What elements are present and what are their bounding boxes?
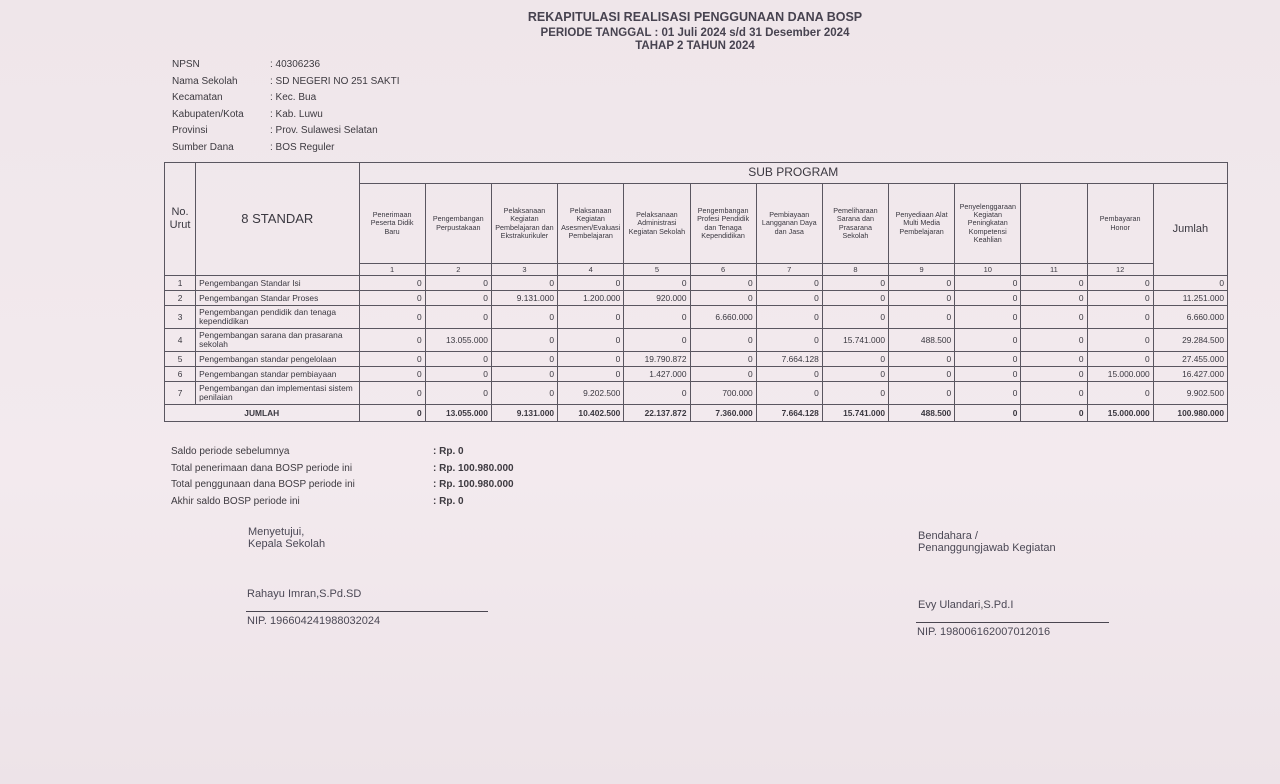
header-sub-program: SUB PROGRAM bbox=[359, 163, 1227, 184]
value-cell: 920.000 bbox=[624, 291, 690, 306]
value-cell: 0 bbox=[425, 306, 491, 329]
value-cell: 0 bbox=[491, 329, 557, 352]
total-cell: 0 bbox=[1021, 405, 1087, 422]
value-cell: 0 bbox=[955, 367, 1021, 382]
value-cell: 0 bbox=[359, 306, 425, 329]
standard-name: Pengembangan Standar Proses bbox=[196, 291, 359, 306]
principal-nip: NIP. 196604241988032024 bbox=[247, 615, 381, 627]
value-cell: 0 bbox=[558, 367, 624, 382]
total-cell: 15.741.000 bbox=[822, 405, 888, 422]
column-number: 2 bbox=[425, 264, 491, 276]
value-cell: 0 bbox=[359, 367, 425, 382]
info-row bbox=[172, 92, 570, 109]
info-value: : BOS Reguler bbox=[270, 141, 335, 153]
value-cell: 0 bbox=[889, 382, 955, 405]
value-cell: 488.500 bbox=[889, 329, 955, 352]
value-cell: 0 bbox=[359, 329, 425, 352]
school-info bbox=[172, 59, 570, 158]
value-cell: 0 bbox=[1021, 276, 1087, 291]
info-label: Sumber Dana bbox=[172, 141, 234, 153]
row-total: 16.427.000 bbox=[1153, 367, 1227, 382]
value-cell: 0 bbox=[359, 291, 425, 306]
balance-row bbox=[171, 446, 514, 463]
total-cell: 15.000.000 bbox=[1087, 405, 1153, 422]
value-cell: 0 bbox=[491, 306, 557, 329]
value-cell: 0 bbox=[822, 291, 888, 306]
value-cell: 0 bbox=[889, 276, 955, 291]
total-cell: 9.131.000 bbox=[491, 405, 557, 422]
value-cell: 15.741.000 bbox=[822, 329, 888, 352]
total-cell: 7.664.128 bbox=[756, 405, 822, 422]
value-cell: 0 bbox=[955, 276, 1021, 291]
column-number: 3 bbox=[491, 264, 557, 276]
value-cell: 1.200.000 bbox=[558, 291, 624, 306]
table-row bbox=[165, 382, 1228, 405]
row-total: 6.660.000 bbox=[1153, 306, 1227, 329]
grand-total: 100.980.000 bbox=[1153, 405, 1227, 422]
row-number: 3 bbox=[165, 306, 196, 329]
balance-label: Saldo periode sebelumnya bbox=[171, 446, 290, 457]
info-row bbox=[172, 76, 570, 93]
report-stage: TAHAP 2 TAHUN 2024 bbox=[635, 40, 755, 52]
balance-row bbox=[171, 463, 514, 480]
column-number: 7 bbox=[756, 264, 822, 276]
header-sub-program-col: Pelaksanaan Kegiatan Asesmen/Evaluasi Pembelajaran bbox=[558, 184, 624, 264]
header-sub-program-col: Pembiayaan Langganan Daya dan Jasa bbox=[756, 184, 822, 264]
balance-label: Total penerimaan dana BOSP periode ini bbox=[171, 462, 353, 474]
value-cell: 0 bbox=[425, 291, 491, 306]
table-row bbox=[165, 291, 1228, 306]
row-total: 27.455.000 bbox=[1153, 352, 1227, 367]
column-number: 5 bbox=[624, 264, 690, 276]
standard-name: Pengembangan pendidik dan tenaga kependidikan bbox=[196, 306, 359, 329]
value-cell: 0 bbox=[425, 382, 491, 405]
signature-left bbox=[248, 526, 325, 550]
info-value: : 40306236 bbox=[270, 59, 321, 70]
table-row bbox=[165, 367, 1228, 382]
signature-line bbox=[916, 622, 1109, 623]
header-standar: 8 STANDAR bbox=[196, 163, 359, 276]
total-cell: 0 bbox=[955, 405, 1021, 422]
balance-value: : Rp. 0 bbox=[433, 495, 464, 507]
header-sub-program-col bbox=[1021, 184, 1087, 264]
value-cell: 0 bbox=[624, 276, 690, 291]
balance-row bbox=[171, 496, 514, 513]
value-cell: 7.664.128 bbox=[756, 352, 822, 367]
value-cell: 0 bbox=[359, 276, 425, 291]
header-sub-program-col: Pelaksanaan Kegiatan Pembelajaran dan Ekstrakurikuler bbox=[491, 184, 557, 264]
info-value: : Prov. Sulawesi Selatan bbox=[270, 125, 378, 136]
value-cell: 0 bbox=[690, 276, 756, 291]
value-cell: 0 bbox=[558, 276, 624, 291]
signature-line bbox=[246, 611, 488, 612]
column-number: 12 bbox=[1087, 264, 1153, 276]
header-sub-program-col: Pembayaran Honor bbox=[1087, 184, 1153, 264]
column-number: 9 bbox=[889, 264, 955, 276]
value-cell: 0 bbox=[690, 352, 756, 367]
standard-name: Pengembangan sarana dan prasarana sekolah bbox=[196, 329, 359, 352]
row-number: 7 bbox=[165, 382, 196, 405]
header-sub-program-col: Pengembangan Profesi Pendidik dan Tenaga Kependidikan bbox=[690, 184, 756, 264]
info-row bbox=[172, 109, 570, 126]
header-no-urut: No. Urut bbox=[165, 163, 196, 276]
table-row bbox=[165, 306, 1228, 329]
standard-name: Pengembangan standar pembiayaan bbox=[196, 367, 359, 382]
principal-role: Kepala Sekolah bbox=[248, 538, 326, 550]
table-row bbox=[165, 352, 1228, 367]
info-row bbox=[172, 59, 570, 76]
row-number: 6 bbox=[165, 367, 196, 382]
value-cell: 0 bbox=[491, 382, 557, 405]
info-label: Nama Sekolah bbox=[172, 75, 238, 87]
value-cell: 9.131.000 bbox=[491, 291, 557, 306]
column-number: 1 bbox=[359, 264, 425, 276]
treasurer-label: Bendahara / bbox=[918, 530, 978, 542]
header-sub-program-col: Penyelenggaraan Kegiatan Peningkatan Kompetensi Keahlian bbox=[955, 184, 1021, 264]
value-cell: 0 bbox=[756, 276, 822, 291]
value-cell: 0 bbox=[1021, 291, 1087, 306]
column-number: 11 bbox=[1021, 264, 1087, 276]
value-cell: 0 bbox=[1087, 352, 1153, 367]
value-cell: 9.202.500 bbox=[558, 382, 624, 405]
value-cell: 0 bbox=[756, 306, 822, 329]
total-cell: 22.137.872 bbox=[624, 405, 690, 422]
row-number: 4 bbox=[165, 329, 196, 352]
info-label: Provinsi bbox=[172, 125, 208, 136]
value-cell: 0 bbox=[955, 382, 1021, 405]
signature-right bbox=[918, 530, 1056, 554]
value-cell: 0 bbox=[889, 306, 955, 329]
header-jumlah: Jumlah bbox=[1153, 184, 1227, 276]
balance-summary bbox=[171, 446, 514, 512]
standard-name: Pengembangan standar pengelolaan bbox=[196, 352, 359, 367]
value-cell: 0 bbox=[955, 329, 1021, 352]
info-label: Kabupaten/Kota bbox=[172, 108, 244, 120]
column-number: 8 bbox=[822, 264, 888, 276]
value-cell: 0 bbox=[624, 382, 690, 405]
table-row bbox=[165, 329, 1228, 352]
value-cell: 0 bbox=[1021, 329, 1087, 352]
value-cell: 0 bbox=[1087, 291, 1153, 306]
row-number: 1 bbox=[165, 276, 196, 291]
header-sub-program-col: Pelaksanaan Administrasi Kegiatan Sekolah bbox=[624, 184, 690, 264]
value-cell: 0 bbox=[1021, 382, 1087, 405]
value-cell: 0 bbox=[822, 306, 888, 329]
value-cell: 0 bbox=[756, 367, 822, 382]
table-body bbox=[165, 276, 1228, 422]
value-cell: 1.427.000 bbox=[624, 367, 690, 382]
row-total: 29.284.500 bbox=[1153, 329, 1227, 352]
value-cell: 0 bbox=[822, 352, 888, 367]
standard-name: Pengembangan dan implementasi sistem penilaian bbox=[196, 382, 359, 405]
value-cell: 0 bbox=[359, 382, 425, 405]
value-cell: 0 bbox=[822, 367, 888, 382]
column-number: 4 bbox=[558, 264, 624, 276]
value-cell: 0 bbox=[1087, 329, 1153, 352]
treasurer-role: Penanggungjawab Kegiatan bbox=[918, 542, 1056, 554]
total-row bbox=[165, 405, 1228, 422]
row-number: 2 bbox=[165, 291, 196, 306]
row-total: 9.902.500 bbox=[1153, 382, 1227, 405]
total-cell: 10.402.500 bbox=[558, 405, 624, 422]
balance-label: Total penggunaan dana BOSP periode ini bbox=[171, 479, 355, 490]
value-cell: 0 bbox=[1021, 306, 1087, 329]
value-cell: 0 bbox=[425, 276, 491, 291]
row-number: 5 bbox=[165, 352, 196, 367]
balance-row bbox=[171, 479, 514, 496]
value-cell: 0 bbox=[425, 367, 491, 382]
report-title: REKAPITULASI REALISASI PENGGUNAAN DANA BOSP bbox=[527, 10, 863, 24]
table-head bbox=[165, 163, 1228, 276]
table-row bbox=[165, 276, 1228, 291]
value-cell: 0 bbox=[624, 329, 690, 352]
total-cell: 488.500 bbox=[889, 405, 955, 422]
value-cell: 0 bbox=[822, 382, 888, 405]
value-cell: 0 bbox=[690, 291, 756, 306]
value-cell: 0 bbox=[889, 352, 955, 367]
column-number: 6 bbox=[690, 264, 756, 276]
value-cell: 0 bbox=[491, 367, 557, 382]
value-cell: 700.000 bbox=[690, 382, 756, 405]
row-total: 11.251.000 bbox=[1153, 291, 1227, 306]
info-label: Kecamatan bbox=[172, 92, 223, 103]
value-cell: 0 bbox=[955, 291, 1021, 306]
value-cell: 0 bbox=[624, 306, 690, 329]
value-cell: 0 bbox=[1087, 276, 1153, 291]
report-period: PERIODE TANGGAL : 01 Juli 2024 s/d 31 Desember 2024 bbox=[540, 27, 850, 39]
balance-value: : Rp. 100.980.000 bbox=[433, 462, 514, 474]
value-cell: 0 bbox=[889, 367, 955, 382]
value-cell: 0 bbox=[359, 352, 425, 367]
info-value: : Kab. Luwu bbox=[270, 108, 323, 120]
treasurer-nip: NIP. 198006162007012016 bbox=[917, 626, 1051, 638]
info-value: : SD NEGERI NO 251 SAKTI bbox=[270, 75, 400, 87]
treasurer-name: Evy Ulandari,S.Pd.I bbox=[918, 599, 1014, 611]
balance-label: Akhir saldo BOSP periode ini bbox=[171, 495, 300, 507]
value-cell: 0 bbox=[955, 352, 1021, 367]
standard-name: Pengembangan Standar Isi bbox=[196, 276, 359, 291]
header-sub-program-col: Pengembangan Perpustakaan bbox=[425, 184, 491, 264]
balance-value: : Rp. 100.980.000 bbox=[433, 479, 514, 490]
column-number: 10 bbox=[955, 264, 1021, 276]
header-sub-program-col: Pemeliharaan Sarana dan Prasarana Sekolah bbox=[822, 184, 888, 264]
value-cell: 0 bbox=[491, 352, 557, 367]
value-cell: 0 bbox=[1021, 367, 1087, 382]
value-cell: 0 bbox=[756, 329, 822, 352]
info-label: NPSN bbox=[172, 59, 200, 70]
value-cell: 0 bbox=[558, 352, 624, 367]
value-cell: 0 bbox=[425, 352, 491, 367]
value-cell: 19.790.872 bbox=[624, 352, 690, 367]
value-cell: 0 bbox=[955, 306, 1021, 329]
total-label: JUMLAH bbox=[165, 405, 360, 422]
row-total: 0 bbox=[1153, 276, 1227, 291]
total-cell: 7.360.000 bbox=[690, 405, 756, 422]
approval-label: Menyetujui, bbox=[248, 526, 305, 538]
value-cell: 0 bbox=[1021, 352, 1087, 367]
info-row bbox=[172, 142, 570, 159]
value-cell: 0 bbox=[558, 306, 624, 329]
value-cell: 0 bbox=[1087, 382, 1153, 405]
total-cell: 0 bbox=[359, 405, 425, 422]
realization-table bbox=[164, 162, 1228, 422]
value-cell: 0 bbox=[491, 276, 557, 291]
principal-name: Rahayu Imran,S.Pd.SD bbox=[247, 588, 362, 600]
header-sub-program-col: Penyediaan Alat Multi Media Pembelajaran bbox=[889, 184, 955, 264]
value-cell: 15.000.000 bbox=[1087, 367, 1153, 382]
balance-value: : Rp. 0 bbox=[433, 446, 464, 457]
value-cell: 0 bbox=[558, 329, 624, 352]
value-cell: 13.055.000 bbox=[425, 329, 491, 352]
value-cell: 6.660.000 bbox=[690, 306, 756, 329]
value-cell: 0 bbox=[756, 291, 822, 306]
value-cell: 0 bbox=[1087, 306, 1153, 329]
value-cell: 0 bbox=[690, 367, 756, 382]
value-cell: 0 bbox=[756, 382, 822, 405]
value-cell: 0 bbox=[889, 291, 955, 306]
info-row bbox=[172, 125, 570, 142]
value-cell: 0 bbox=[690, 329, 756, 352]
value-cell: 0 bbox=[822, 276, 888, 291]
header-sub-program-col: Penerimaan Peserta Didik Baru bbox=[359, 184, 425, 264]
total-cell: 13.055.000 bbox=[425, 405, 491, 422]
info-value: : Kec. Bua bbox=[270, 92, 317, 103]
